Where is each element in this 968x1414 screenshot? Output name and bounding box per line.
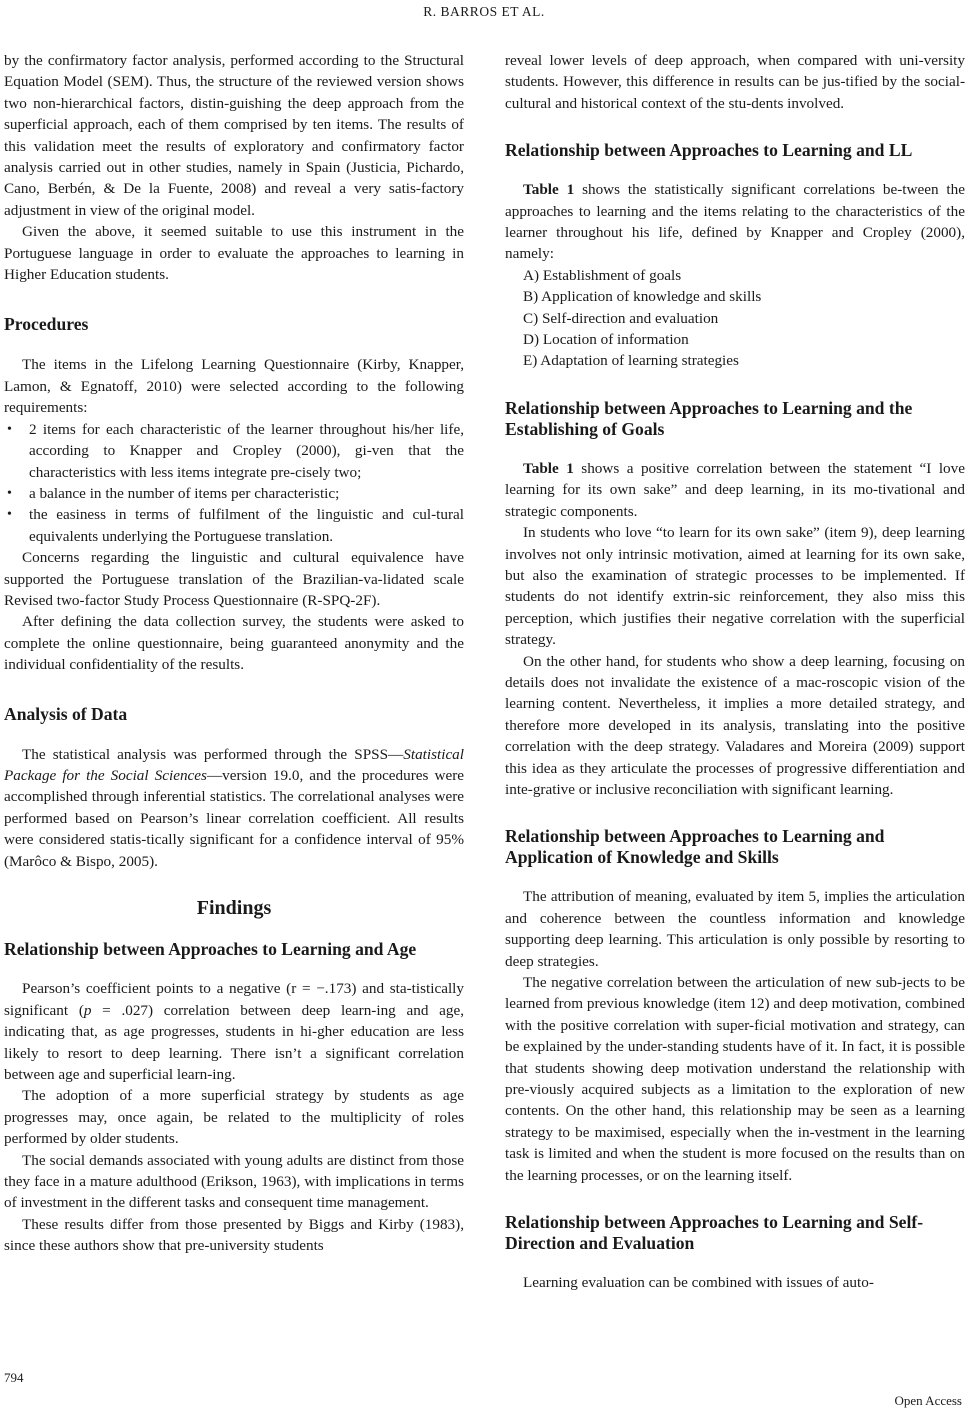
list-item: B) Application of knowledge and skills [523,288,762,306]
paragraph: Learning evaluation can be combined with issues of auto- [523,1274,874,1292]
paragraph: by the confirmatory factor analysis, performed according to the Structural Equation Model (SEM). Thus, the structure of the reviewed version shows two non-hierarchical factors, distin-guishing the deep approach from the superficial approach, each of them comprised by ten items. The results of this validation meet the results of exploratory and confirmatory factor analysis carried out in other studies, namely in Spain (Justicia, Pichardo, Cano, Berbén, & De la Fuente, 2008) and reveal a very satis-factory adjustment in view of the original model. [4,52,464,219]
table-reference: Table 1 [523,181,575,199]
subsection-heading-age: Relationship between Approaches to Learning and Age [4,939,417,960]
list-item: D) Location of information [523,331,689,349]
paragraph: Given the above, it seemed suitable to use this instrument in the Portuguese language in order to evaluate the approaches to learning in Higher Education students. [4,223,464,284]
paragraph: The attribution of meaning, evaluated by item 5, implies the articulation and coherence between the countless information and knowledge supporting deep learning. This articulation is only possible by resorting to deep strategies. [505,888,965,970]
right-column [505,50,965,1293]
list-item: • 2 items for each characteristic of the learner throughout his/her life, according to Knapper and Cropley (2000), gi-ven that the characteristics with less items integrate pre-cisely two; [4,419,464,483]
paragraph: On the other hand, for students who show a deep learning, focusing on details does not invalidate the existence of a mac-roscopic vision of the learning content. Nevertheless, it implies a more detailed strategy, and therefore more developed in its analysis, translating into the positive correlation with the deep strategy. Valadares and Moreira (2009) support this idea as they articulate the processes of progressive differentiation and inte-grative or inclusive reconciliation with significant learning. [505,652,965,798]
paragraph: Concerns regarding the linguistic and cultural equivalence have supported the Portuguese translation of the Brazilian-va-lidated scale Revised two-factor Study Process Questionnaire (R-SPQ-2F). [4,549,464,609]
text-run: Pearson’s coefficient points to a negative (r = −.173) and sta-tistically significant ( [4,980,464,1019]
italic-text: p [83,1001,92,1019]
paragraph [4,744,464,872]
paragraph [505,179,965,265]
paragraph [4,978,464,1085]
subsection-heading-application: Relationship between Approaches to Learning and Application of Knowledge and Skills [505,826,885,868]
section-heading-findings: Findings [196,897,272,919]
running-head: R. BARROS ET AL. [423,4,545,19]
section-heading-procedures: Procedures [4,314,89,335]
paragraph: In students who love “to learn for its own sake” (item 9), deep learning involves not only intrinsic motivation, aimed at learning for its own sake, but also the examination of strategic processes to be implemented. If students do not identify extrin-sic reinforcement, they also miss this perception, which justifies their negative correlation with the superficial strategy. [505,524,965,649]
text-run: = .027) correlation between deep learn-ing and age, indicating that, as age progresses, students in hi-gher education are less likely to resort to deep learning. There isn’t a significant correlation between age and superficial learn-ing. [4,1001,464,1084]
table-reference: Table 1 [523,459,574,477]
section-heading-analysis: Analysis of Data [4,703,128,724]
paragraph: After defining the data collection survey, the students were asked to complete the online questionnaire, being guaranteed anonymity and the individual confidentiality of the results. [4,613,464,674]
subsection-heading-ll: Relationship between Approaches to Learning and LL [505,140,913,161]
list-item: • the easiness in terms of fulfilment of the linguistic and cul-tural equivalents underlying the Portuguese translation. [4,504,464,547]
paragraph: The adoption of a more superficial strategy by students as age progresses may, once again, be related to the multiplicity of roles performed by older students. [4,1087,464,1148]
paragraph: reveal lower levels of deep approach, when compared with uni-versity students. However, this difference in results can be jus-tified by the social-cultural and historical context of the stu-dents involved. [505,52,965,112]
left-column [4,50,464,1257]
requirements-list [4,419,464,547]
subsection-heading-goals: Relationship between Approaches to Learning and the Establishing of Goals [505,397,913,439]
subsection-heading-self-direction: Relationship between Approaches to Learning and Self-Direction and Evaluation [505,1212,924,1254]
characteristics-list [505,265,965,372]
list-item: E) Adaptation of learning strategies [523,352,739,370]
text-run: The statistical analysis was performed through the SPSS— [22,745,404,763]
text-run: —version 19.0, and the procedures were accomplished through inferential statistics. The correlational analyses were performed based on Pearson’s linear correlation coefficient. All results were considered statis-tically significant for a confidence interval of 95% (Marôco & Bispo, 2005). [4,766,464,870]
paragraph: The negative correlation between the articulation of new sub-jects to be learned from previous knowledge (item 12) and deep motivation, combined with the positive correlation with super-ficial motivation and strategy, can be explained by the under-standing students have of it. In fact, it is possible that students showing deep motivation understand the relationship with pre-viously acquired subjects as a limitation to the exploration of new contents. On the other hand, this relationship may be seen as a learning strategy to be maximised, especially when the in-vestment in the learning task is limited and when the student is more focused on the results than on the learning processes, or on the learning itself. [505,974,965,1184]
paragraph: The social demands associated with young adults are distinct from those they face in a mature adulthood (Erikson, 1963), with implications in terms of investment in the different tasks and consequent time management. [4,1151,464,1212]
page-number: 794 [4,1370,24,1385]
list-item: A) Establishment of goals [523,266,682,284]
text-run: shows the statistically significant correlations be-tween the approaches to learning and the items relating to the characteristics of the learner throughout his life, defined by Knapper and Cropley (2000), namely: [505,181,965,263]
list-item: C) Self-direction and evaluation [523,309,719,327]
journal-footer: Open Access [894,1393,962,1408]
text-run: shows a positive correlation between the statement “I love learning for its own sake” and deep learning, in its mo-tivational and strategic components. [505,459,965,520]
paragraph: The items in the Lifelong Learning Questionnaire (Kirby, Knapper, Lamon, & Egnatoff, 2010) were selected according to the following requirements: [4,356,464,417]
italic-text: Statistical Package for the Social Sciences [4,745,464,784]
list-item: • a balance in the number of items per characteristic; [4,483,464,504]
paragraph: These results differ from those presented by Biggs and Kirby (1983), since these authors show that pre-university students [4,1215,464,1255]
paragraph [505,458,965,522]
